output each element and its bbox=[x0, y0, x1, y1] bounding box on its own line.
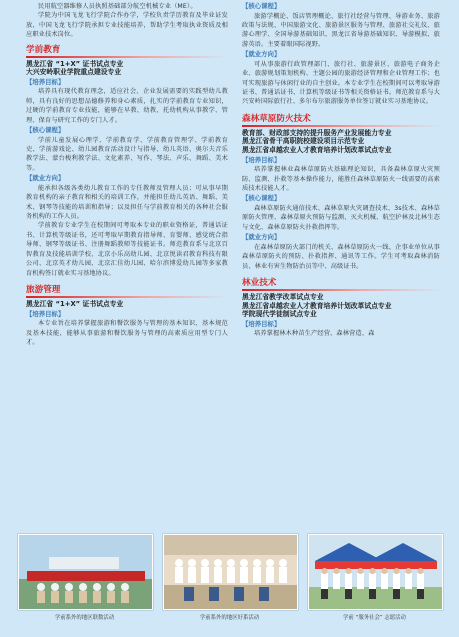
photo-3-image bbox=[309, 535, 442, 609]
section-subheading: 黑龙江省卓越农业人才教育培养计划改革试点专业 bbox=[242, 146, 392, 155]
intro-text-2: 学院为中国飞龙飞行学院合作办学，学校负责学历教育及毕业证发放，中国飞龙飞行学院承担专业技能培养，帮助学生考取执业资质及相应职业技术岗位。 bbox=[26, 12, 228, 39]
photo-1 bbox=[18, 534, 153, 610]
section-title-fire: 森林草原防火技术 bbox=[242, 113, 311, 124]
intro-text: 民用航空器维修人员执照基础部分航空机械专业（ME）。 bbox=[38, 3, 197, 10]
section-subheading: 黑龙江省 “1+X” 证书试点专业 bbox=[26, 59, 124, 68]
photo-2-image bbox=[164, 535, 297, 609]
goal-text: 培养掌握林业森林草原防火基础理论知识，具备森林草原火灾预防、监测、扑救等基本操作能力，能胜任森林草原防火一线需要的高素质技术技能人才。 bbox=[242, 166, 440, 193]
tag-direction: 【就业方向】 bbox=[26, 174, 65, 183]
photo-caption: 学前 “服务社会” 志愿活动 bbox=[343, 615, 406, 621]
right-column bbox=[242, 0, 440, 339]
section-title-forestry: 林业技术 bbox=[242, 278, 277, 289]
photo-1-image bbox=[19, 535, 152, 609]
course-text: 森林草原防火通信技术、森林草原火灾调查技术、3s技术、森林草原防火管理、森林草原火预防与监测、灭火机械、航空护林及北林生态与文化、森林草原防火扑救指挥等。 bbox=[242, 205, 440, 231]
goal-text: 培养具有现代教育理念，适应社会、企业发展需要的实践型幼儿教师，具有良好的思想品德修养和身心素质，扎实的学前教育专业知识，过硬的学前教育专业技能，能够在早教、幼教、托幼机构从事教学、管理、保育与研究工作的专门人才。 bbox=[26, 88, 228, 124]
tag-direction: 【就业方向】 bbox=[242, 233, 281, 242]
section-divider bbox=[26, 56, 228, 58]
photo-caption: 学前系外的地区联数活动 bbox=[54, 615, 115, 621]
section-divider bbox=[242, 125, 440, 127]
section-subheading: 教育部、财政部支持的提升服务产业发展能力专业 bbox=[242, 128, 392, 137]
photo-caption: 学前系外的地区好系活动 bbox=[199, 615, 260, 621]
tag-course: 【核心课程】 bbox=[242, 194, 281, 203]
section-title-preschool: 学前教育 bbox=[26, 44, 61, 55]
tag-course: 【核心课程】 bbox=[242, 2, 281, 10]
section-subheading: 黑龙江省卓越农业人才教育培养计划改革试点专业 bbox=[242, 301, 392, 310]
direction-text: 能承担各级各类幼儿教育工作的专任教师及管理人员；可从事早期教育机构的亲子教育和相关的培训工作，并能担任幼儿英语、舞蹈、美术、钢琴等技能的培训和指导；以及担任与学前教育相关的各种社会服务机构的工作人员。 bbox=[26, 184, 228, 221]
course-text: 学前儿童发展心理学、学前教育学、学前教育管理学、学前教育史、学前游戏论、幼儿园教育活动设计与指导、幼儿英语、奥尔夫音乐教学法、蒙台梭利教学法、文化素养、写作、琴法、声乐、舞蹈、美术等。 bbox=[26, 136, 228, 172]
section-divider bbox=[242, 289, 440, 291]
photo-strip bbox=[18, 534, 442, 626]
tag-course: 【核心课程】 bbox=[26, 126, 65, 135]
left-column bbox=[26, 0, 228, 347]
tag-goal: 【培养目标】 bbox=[242, 155, 281, 164]
direction-text: 可从事旅游行政管理部门、旅行社、旅游景区、旅游电子商务企业、旅游规划策划机构、主题公园的旅游经济管理和企业管理工作；也可实现旅游与休闲行业的自主创业。本专业学生在校期间可以考取导游证书、普通话证书、计算机等级证书等相关资格证书。师范教育系与大兴安岭国际旅行社、多尔布尔旅游服务单位签订就业实习基地协议。 bbox=[242, 60, 440, 106]
tag-direction: 【就业方向】 bbox=[242, 50, 281, 59]
section-subheading: 黑龙江省骨干高职院校建设项目示范专业 bbox=[242, 137, 365, 146]
goal-text: 培养掌握林木种苗生产经营、森林营造、森 bbox=[254, 330, 375, 338]
section-subheading: 学院现代学徒制试点专业 bbox=[242, 310, 317, 319]
section-subheading: 黑龙江省 “1+X” 证书试点专业 bbox=[26, 299, 124, 308]
section-subheading: 大兴安岭职业学院重点建设专业 bbox=[26, 68, 122, 77]
photo-2 bbox=[163, 534, 298, 610]
tag-goal: 【培养目标】 bbox=[242, 319, 281, 328]
tag-goal: 【培养目标】 bbox=[26, 77, 65, 86]
direction-text-2: 学前教育专业学生在校期间可考取本专业的职业资格证，普通话证书、计算机等级证书，还可考取早期教育指导师、育婴师、感觉统合指导师、钢琴等级证书、注册舞蹈教师等技能证书。师范教育系与北京百智教育及技能培训学校、北京小乐高幼儿园、北京悦读君教育科技有限公司、北京英才幼儿园、北京汇佳幼儿园、哈尔滨博爱幼儿园等多家教育机构签订就业实习基地协议。 bbox=[26, 222, 228, 277]
goal-text: 本专业旨在培养掌握旅游和餐饮服务与管理的基本知识、基本规范及基本技能，能够从事旅游和餐饮服务与管理的高素质应用型专门人才。 bbox=[26, 320, 228, 346]
section-subheading: 黑龙江省教学改革试点专业 bbox=[242, 293, 324, 302]
course-text: 旅游学概论、饭店管理概论、旅行社经营与管理、导游业务、旅游政策与法规、中国旅游文化、旅游景区服务与管理、旅游社交礼仪、旅游心理学、全国导游基础知识、黑龙江省导游基础知识、导游模拟、旅游英语。主要着眼国际视野。 bbox=[242, 12, 440, 48]
direction-text: 在森林草原防火部门的机关、森林草原防火一线、企事业单位从事森林草原防火的预防、扑救指挥、通讯等工作。学生可考取森林消防员、林业有害生物防治员等中、高级证书。 bbox=[242, 243, 440, 270]
tag-goal: 【培养目标】 bbox=[26, 309, 65, 318]
photo-3 bbox=[308, 534, 443, 610]
section-divider bbox=[26, 296, 228, 298]
section-title-tourism: 旅游管理 bbox=[26, 284, 61, 295]
